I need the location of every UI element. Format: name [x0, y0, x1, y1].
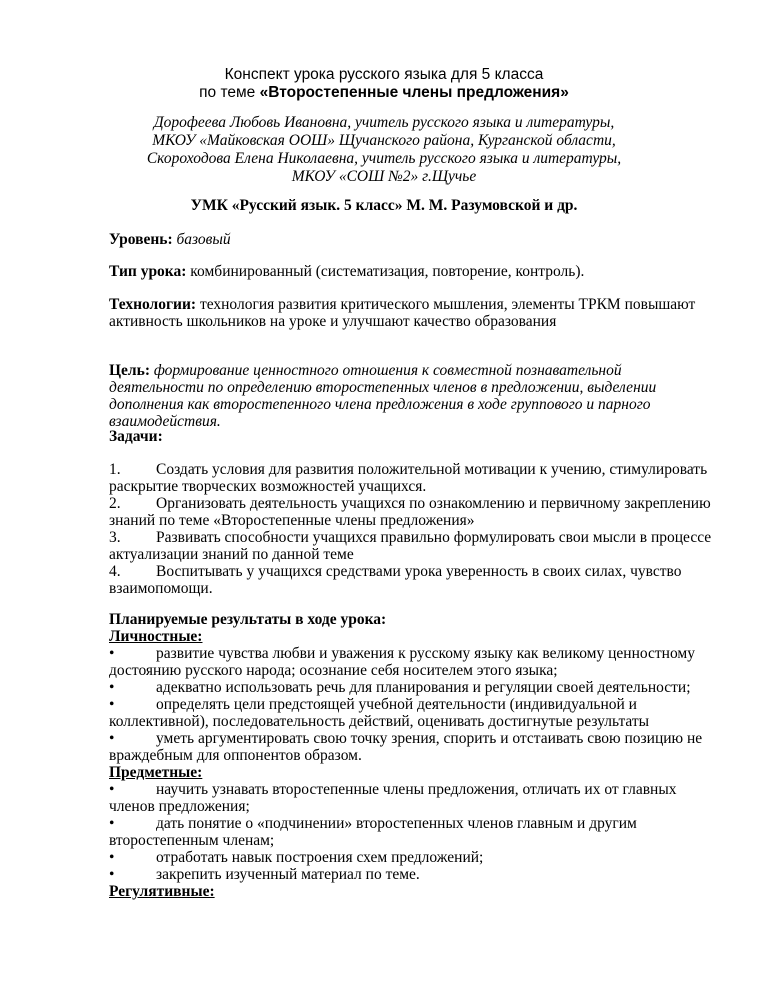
- subject-result-item: [109, 849, 719, 866]
- task-item-4: [109, 563, 719, 597]
- lesson-topic: «Второстепенные члены предложения»: [259, 84, 569, 101]
- task-text: Воспитывать у учащихся средствами урока уверенность в своих силах, чувство: [156, 563, 682, 580]
- authors-block: [0, 114, 768, 186]
- title-prefix: по теме: [199, 84, 260, 101]
- lesson-type-line: [109, 263, 719, 280]
- result-text: уметь аргументировать свою точку зрения, спорить и отстаивать свою позицию не: [156, 730, 703, 747]
- task-text-cont: раскрытие творческих возможностей учащихся.: [109, 478, 427, 495]
- result-text: развитие чувства любви и уважения к русскому языку как великому ценностному: [156, 645, 695, 662]
- task-item-1: [109, 461, 719, 495]
- result-text-cont: второстепенным членам;: [109, 832, 275, 849]
- goal-text: формирование ценностного отношения к совместной познавательной: [153, 362, 622, 379]
- personal-result-item: [109, 696, 719, 730]
- bullet-icon: •: [109, 849, 115, 866]
- task-text: Создать условия для развития положительной мотивации к учению, стимулировать: [156, 461, 708, 478]
- task-text: Организовать деятельность учащихся по ознакомлению и первичному закреплению: [156, 495, 711, 512]
- personal-result-item: [109, 679, 719, 696]
- task-text-cont: взаимопомощи.: [109, 580, 213, 597]
- tasks-heading: Задачи:: [109, 428, 163, 445]
- technologies-block: [109, 296, 719, 330]
- bullet-icon: •: [109, 679, 115, 696]
- result-text-cont: достоянию русского народа; осознание себя носителем этого языка;: [109, 662, 558, 679]
- result-text-cont: членов предложения;: [109, 798, 250, 815]
- goal-line2: деятельности по определению второстепенных членов в предложении, выделении: [109, 379, 657, 396]
- subject-result-item: [109, 815, 719, 849]
- bullet-icon: •: [109, 866, 115, 883]
- technologies-text: технология развития критического мышления, элементы ТРКМ повышают: [199, 296, 696, 313]
- technologies-line2: активность школьников на уроке и улучшают качество образования: [109, 313, 557, 330]
- goal-block: [109, 362, 719, 430]
- task-number: 1.: [109, 461, 121, 478]
- regulatory-results-heading: Регулятивные:: [109, 883, 215, 900]
- lesson-type-label: Тип урока:: [109, 263, 187, 280]
- result-text-cont: враждебным для оппонентов образом.: [109, 747, 362, 764]
- goal-line1: [109, 362, 719, 379]
- subject-result-item: [109, 866, 719, 883]
- lesson-type-value: комбинированный (систематизация, повторение, контроль).: [190, 263, 585, 280]
- task-text: Развивать способности учащихся правильно формулировать свои мысли в процессе: [156, 529, 712, 546]
- goal-line4: взаимодействия.: [109, 413, 221, 430]
- level-line: [109, 231, 719, 248]
- author-line: Скороходова Елена Николаевна, учитель русского языка и литературы,: [146, 150, 622, 167]
- umk-heading: УМК «Русский язык. 5 класс» М. М. Разумовской и др.: [190, 197, 578, 214]
- technologies-label: Технологии:: [109, 296, 197, 313]
- level-value: базовый: [176, 231, 231, 248]
- goal-line3: дополнения как второстепенного члена предложения в ходе группового и парного: [109, 396, 651, 413]
- technologies-line1: [109, 296, 719, 313]
- result-text-cont: коллективной), последовательность действий, оценивать достигнутые результаты: [109, 713, 650, 730]
- task-text-cont: актуализации знаний по данной теме: [109, 546, 354, 563]
- personal-result-item: [109, 730, 719, 764]
- bullet-icon: •: [109, 730, 115, 747]
- task-text-cont: знаний по теме «Второстепенные члены предложения»: [109, 512, 475, 529]
- goal-label: Цель:: [109, 362, 150, 379]
- level-label: Уровень:: [109, 231, 173, 248]
- document-title-line1: Конспект урока русского языка для 5 класса: [224, 66, 544, 83]
- task-item-3: [109, 529, 719, 563]
- result-text: дать понятие о «подчинении» второстепенных членов главным и другим: [156, 815, 637, 832]
- subject-results-heading: Предметные:: [109, 764, 203, 781]
- task-number: 2.: [109, 495, 121, 512]
- bullet-icon: •: [109, 696, 115, 713]
- bullet-icon: •: [109, 815, 115, 832]
- result-text: закрепить изученный материал по теме.: [156, 866, 420, 883]
- task-item-2: [109, 495, 719, 529]
- author-line: МКОУ «Майковская ООШ» Щучанского района, Курганской области,: [152, 132, 616, 149]
- author-line: МКОУ «СОШ №2» г.Щучье: [291, 168, 477, 185]
- bullet-icon: •: [109, 781, 115, 798]
- result-text: научить узнавать второстепенные члены предложения, отличать их от главных: [156, 781, 677, 798]
- task-number: 3.: [109, 529, 121, 546]
- result-text: адекватно использовать речь для планирования и регуляции своей деятельности;: [156, 679, 691, 696]
- author-line: Дорофеева Любовь Ивановна, учитель русского языка и литературы,: [153, 114, 615, 131]
- document-title-line2: [0, 84, 768, 102]
- bullet-icon: •: [109, 645, 115, 662]
- personal-result-item: [109, 645, 719, 679]
- personal-results-heading: Личностные:: [109, 628, 203, 645]
- subject-result-item: [109, 781, 719, 815]
- result-text: отработать навык построения схем предложений;: [156, 849, 484, 866]
- task-number: 4.: [109, 563, 121, 580]
- results-heading: Планируемые результаты в ходе урока:: [109, 611, 387, 628]
- result-text: определять цели предстоящей учебной деятельности (индивидуальной и: [156, 696, 637, 713]
